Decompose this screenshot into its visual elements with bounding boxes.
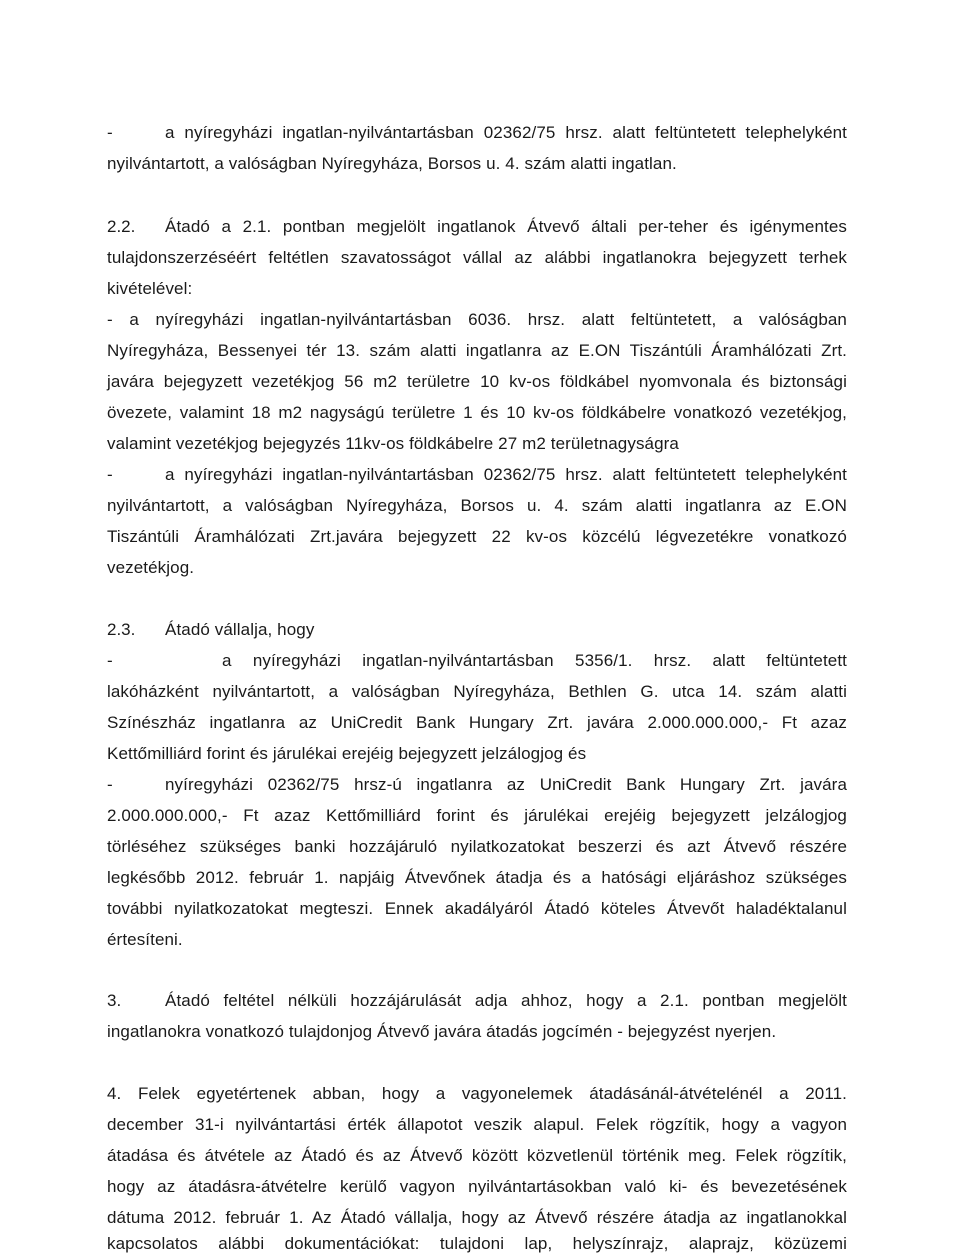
text-line: javára bejegyzett vezetékjog 56 m2 területre 10 kv-os földkábel nyomvonala és biztonsági xyxy=(107,372,847,391)
text-line: értesíteni. xyxy=(107,930,183,949)
text-line: vezetékjog. xyxy=(107,558,195,577)
text-line: dátuma 2012. február 1. Az Átadó vállalja, hogy az Átvevő részére átadja az ingatlanokkal xyxy=(107,1208,847,1227)
text-line: nyilvántartott, a valóságban Nyíregyháza, Borsos u. 4. szám alatti ingatlan. xyxy=(107,154,677,173)
text-line: legkésőbb 2012. február 1. napjáig Átvevőnek átadja és a hatósági eljáráshoz szükséges xyxy=(107,868,847,887)
text-line: övezete, valamint 18 m2 nagyságú területre 1 és 10 kv-os földkábelre vonatkozó vezetékjog, xyxy=(107,403,847,422)
section-number: 2.3. xyxy=(107,620,136,639)
text-line: a nyíregyházi ingatlan-nyilvántartásban 5356/1. hrsz. alatt feltüntetett xyxy=(222,651,847,670)
text-line: - a nyíregyházi ingatlan-nyilvántartásban 6036. hrsz. alatt feltüntetett, a valóságban xyxy=(107,310,847,329)
text-line: nyíregyházi 02362/75 hrsz-ú ingatlanra az UniCredit Bank Hungary Zrt. javára xyxy=(165,775,847,794)
text-line: nyilvántartott, a valóságban Nyíregyháza, Borsos u. 4. szám alatti ingatlanra az E.ON xyxy=(107,496,847,515)
section-number: 3. xyxy=(107,991,122,1010)
section-number: 2.2. xyxy=(107,217,136,236)
text-line: a nyíregyházi ingatlan-nyilvántartásban 02362/75 hrsz. alatt feltüntetett telephelyként xyxy=(165,465,847,484)
text-line: 2.000.000.000,- Ft azaz Kettőmilliárd forint és járulékai erejéig bejegyzett jelzálogjog xyxy=(107,806,847,825)
text-line: Színészház ingatlanra az UniCredit Bank Hungary Zrt. javára 2.000.000.000,- Ft azaz xyxy=(107,713,847,732)
text-line: a nyíregyházi ingatlan-nyilvántartásban 02362/75 hrsz. alatt feltüntetett telephelyként xyxy=(165,123,847,142)
text-line: Kettőmilliárd forint és járulékai erejéig bejegyzett jelzálogjog és xyxy=(107,744,587,763)
text-line: további nyilatkozatokat megteszi. Ennek akadályáról Átadó köteles Átvevőt haladéktalanul xyxy=(107,899,847,918)
text-line: december 31-i nyilvántartási érték állapotot veszik alapul. Felek rögzítik, hogy a vagyon xyxy=(107,1115,847,1134)
text-line: Átadó vállalja, hogy xyxy=(165,620,315,639)
text-line: törléséhez szükséges banki hozzájáruló nyilatkozatokat beszerzi és azt Átvevő részére xyxy=(107,837,847,856)
list-dash: - xyxy=(107,123,113,142)
text-line: tulajdonszerzéséért feltétlen szavatosságot vállal az alábbi ingatlanokra bejegyzett terhek xyxy=(107,248,847,267)
text-line: lakóházként nyilvántartott, a valóságban Nyíregyháza, Bethlen G. utca 14. szám alatti xyxy=(107,682,847,701)
text-line: Átadó feltétel nélküli hozzájárulását adja ahhoz, hogy a 2.1. pontban megjelölt xyxy=(165,991,847,1010)
list-dash: - xyxy=(107,775,113,794)
text-line: kivételével: xyxy=(107,279,193,298)
text-line: átadása és átvétele az Átadó és az Átvevő között közvetlenül történik meg. Felek rögzítik, xyxy=(107,1146,847,1165)
text-line: valamint vezetékjog bejegyzés 11kv-os földkábelre 27 m2 területnagyságra xyxy=(107,434,679,453)
text-line: Tiszántúli Áramhálózati Zrt.javára bejegyzett 22 kv-os közcélú légvezetékre vonatkozó xyxy=(107,527,847,546)
text-line: Átadó a 2.1. pontban megjelölt ingatlanok Átvevő általi per-teher és igénymentes xyxy=(165,217,847,236)
text-line: kapcsolatos alábbi dokumentációkat: tulajdoni lap, helyszínrajz, alaprajz, közüzemi xyxy=(107,1234,847,1253)
list-dash: - xyxy=(107,651,113,670)
text-line: ingatlanokra vonatkozó tulajdonjog Átvevő javára átadás jogcímén - bejegyzést nyerjen. xyxy=(107,1022,777,1041)
list-dash: - xyxy=(107,465,113,484)
text-line: 4. Felek egyetértenek abban, hogy a vagyonelemek átadásánál-átvételénél a 2011. xyxy=(107,1084,847,1103)
text-line: Nyíregyháza, Bessenyei tér 13. szám alatti ingatlanra az E.ON Tiszántúli Áramhálózati Zrt. xyxy=(107,341,847,360)
text-line: hogy az átadásra-átvételre kerülő vagyon nyilvántartásokban való ki- és bevezetésének xyxy=(107,1177,847,1196)
